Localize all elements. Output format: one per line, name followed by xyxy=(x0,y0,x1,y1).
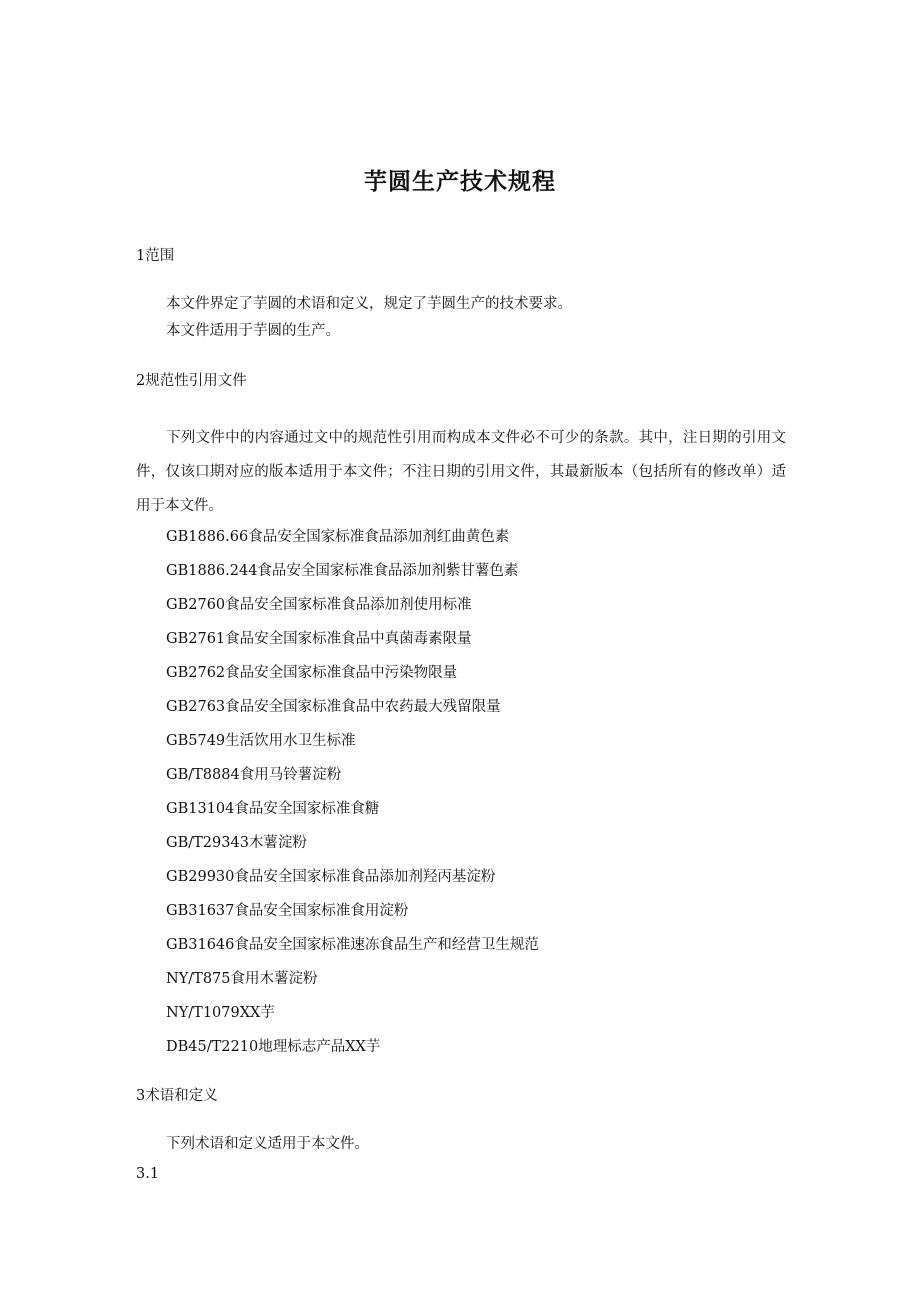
reference-item: DB45/T2210地理标志产品XX芋 xyxy=(166,1039,381,1055)
section-1-line-1: 本文件界定了芋圆的术语和定义，规定了芋圆生产的技术要求。 xyxy=(166,296,572,312)
reference-item: GB31646食品安全国家标准速冻食品生产和经营卫生规范 xyxy=(166,937,539,953)
reference-item: GB1886.244食品安全国家标准食品添加剂紫甘薯色素 xyxy=(166,563,519,579)
reference-item: GB/T8884食用马铃薯淀粉 xyxy=(166,767,342,783)
reference-item: GB2761食品安全国家标准食品中真菌毒素限量 xyxy=(166,631,472,647)
section-2-heading: 2规范性引用文件 xyxy=(136,373,247,389)
reference-item: GB/T29343木薯淀粉 xyxy=(166,835,307,851)
section-2-paragraph: 下列文件中的内容通过文中的规范性引用而构成本文件必不可少的条款。其中，注日期的引用文件，仅该口期对应的版本适用于本文件；不注日期的引用文件，其最新版本（包括所有的修改单）适用于本文件。 xyxy=(136,430,786,514)
section-1-line-2: 本文件适用于芋圆的生产。 xyxy=(166,323,340,339)
section-1-heading: 1范围 xyxy=(136,248,175,264)
reference-list xyxy=(166,526,539,1070)
section-3-intro: 下列术语和定义适用于本文件。 xyxy=(166,1136,369,1152)
reference-item: NY/T1079XX芋 xyxy=(166,1005,275,1021)
section-3-heading: 3术语和定义 xyxy=(136,1088,218,1104)
reference-item: GB13104食品安全国家标准食糖 xyxy=(166,801,380,817)
reference-item: GB29930食品安全国家标准食品添加剂羟丙基淀粉 xyxy=(166,869,496,885)
reference-item: GB2762食品安全国家标准食品中污染物限量 xyxy=(166,665,458,681)
reference-item: NY/T875食用木薯淀粉 xyxy=(166,971,318,987)
reference-item: GB31637食品安全国家标准食用淀粉 xyxy=(166,903,409,919)
reference-item: GB1886.66食品安全国家标准食品添加剂红曲黄色素 xyxy=(166,529,510,545)
reference-item: GB2763食品安全国家标准食品中农药最大残留限量 xyxy=(166,699,501,715)
reference-item: GB5749生活饮用水卫生标准 xyxy=(166,733,356,749)
section-3-1-number: 3.1 xyxy=(136,1166,160,1182)
document-title: 芋圆生产技术规程 xyxy=(364,169,556,195)
reference-item: GB2760食品安全国家标准食品添加剂使用标准 xyxy=(166,597,472,613)
